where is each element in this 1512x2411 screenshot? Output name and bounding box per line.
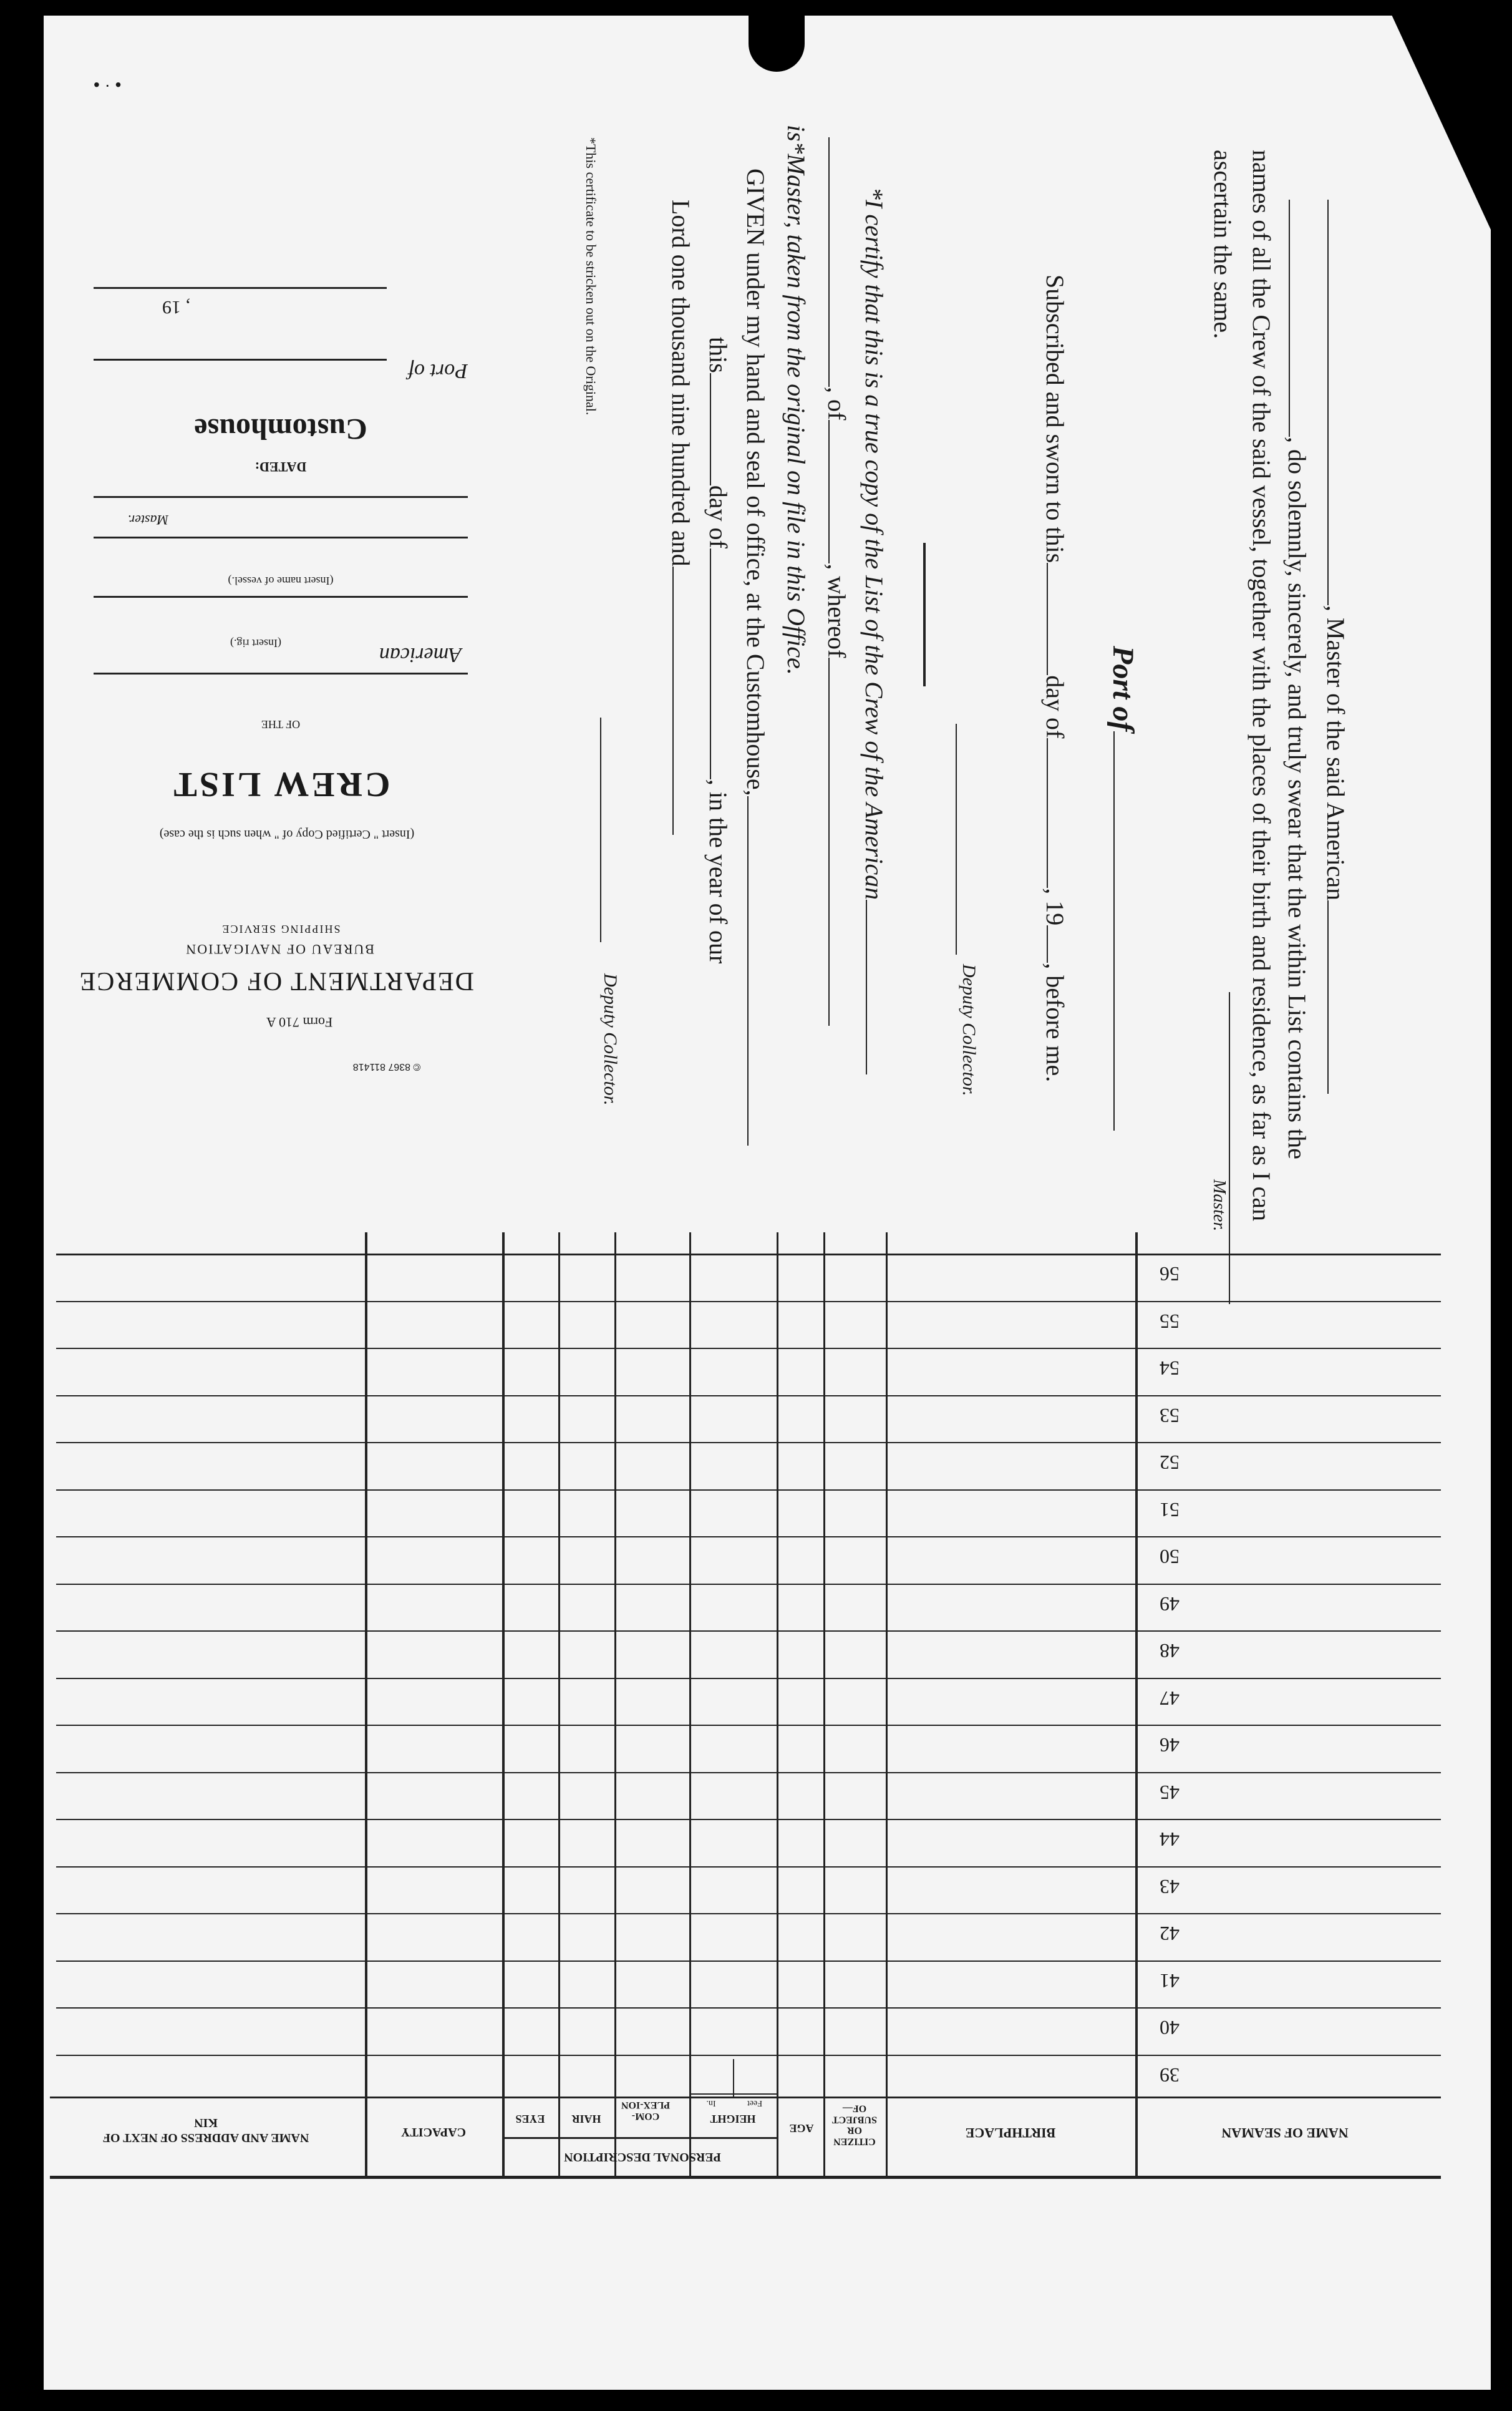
bureau-title: BUREAU OF NAVIGATION <box>185 942 374 957</box>
col-rule-height <box>689 1232 691 2176</box>
table-row <box>56 1725 1441 1726</box>
row-number: 43 <box>1160 1876 1180 1898</box>
master-label: Master. <box>127 512 168 528</box>
cert-footnote: *This certificate to be stricken out on the Original. <box>583 137 599 416</box>
header-feet: Feet <box>747 2098 763 2108</box>
table-row <box>56 1348 1441 1349</box>
row-number: 50 <box>1160 1546 1180 1568</box>
col-rule-age <box>777 1232 778 2176</box>
cert-line-5: Lord one thousand nine hundred and <box>666 200 699 835</box>
table-row <box>56 1866 1441 1868</box>
col-rule-complexion <box>614 1232 616 2176</box>
cert-line-1: *I certify that this is a true copy of the List of the Crew of the American <box>860 187 892 1074</box>
row-number: 49 <box>1160 1593 1180 1615</box>
header-age: AGE <box>789 2122 814 2135</box>
col-rule-eyes <box>502 1232 505 2176</box>
row-number: 44 <box>1160 1828 1180 1851</box>
stray-mark: • · • <box>94 75 122 94</box>
cert-line-whereof: , of, whereof <box>822 137 855 1026</box>
col-rule-capacity <box>365 1232 367 2176</box>
header-height: HEIGHT <box>710 2113 756 2125</box>
insert-vessel-note: (Insert name of vessel.) <box>228 575 334 587</box>
cert-line-3: GIVEN under my hand and seal of office, at the Customhouse, <box>741 168 773 1146</box>
header-personal-description: PERSONAL DESCRIPTION <box>564 2150 721 2164</box>
table-row <box>56 1678 1441 1679</box>
table-row <box>56 1819 1441 1820</box>
certified-copy-note: (Insert " Certified Copy of " when such is the case) <box>159 827 415 841</box>
form-number: Form 710 A <box>266 1015 333 1030</box>
of-the-label: OF THE <box>261 718 301 731</box>
customhouse-label: Customhouse <box>194 412 367 446</box>
col-rule-citizen <box>823 1232 825 2176</box>
table-top-rule <box>56 1254 1441 1255</box>
header-birthplace: BIRTHPLACE <box>965 2125 1056 2141</box>
port-of-line: Port of <box>1106 646 1145 1131</box>
print-code: © 8367 811418 <box>352 1061 421 1072</box>
year-19-label: , 19 <box>162 297 190 318</box>
col-rule-name <box>1135 1232 1138 2176</box>
table-row <box>56 1584 1441 1585</box>
oath-deputy-collector: Deputy Collector. <box>959 964 979 1096</box>
cert-line-4: thisday of, in the year of our <box>704 337 736 963</box>
row-number: 54 <box>1160 1357 1180 1380</box>
table-row <box>56 1772 1441 1773</box>
dated-label: DATED: <box>254 459 307 475</box>
department-title: DEPARTMENT OF COMMERCE <box>78 967 474 995</box>
col-rule-hair <box>558 1232 560 2176</box>
oath-line-2: , do solemnly, sincerely, and truly swear that the within List contains the <box>1282 200 1315 1159</box>
oath-line-4: ascertain the same. <box>1209 150 1237 339</box>
insert-rig-note: (Insert rig.) <box>230 637 281 650</box>
row-number: 46 <box>1160 1734 1180 1756</box>
header-eyes: EYES <box>515 2113 545 2125</box>
row-number: 53 <box>1160 1405 1180 1427</box>
header-name-of-seaman: NAME OF SEAMAN <box>1221 2125 1349 2141</box>
row-number: 39 <box>1160 2064 1180 2087</box>
row-number: 48 <box>1160 1640 1180 1662</box>
header-complexion: COM-PLEX-ION <box>621 2100 671 2122</box>
table-row <box>56 1536 1441 1537</box>
table-row <box>56 1395 1441 1396</box>
subscribed-line: Subscribed and sworn to thisday of, 19, before me. <box>1040 275 1073 1082</box>
row-number: 52 <box>1160 1451 1180 1474</box>
table-row <box>56 2007 1441 2009</box>
table-row <box>56 1913 1441 1914</box>
header-citizen: CITIZEN OR SUBJECT OF— <box>831 2103 878 2147</box>
row-number: 51 <box>1160 1499 1180 1521</box>
header-capacity: CAPACITY <box>400 2125 467 2139</box>
header-next-of-kin: NAME AND ADDRESS OF NEXT OF KIN <box>102 2116 309 2145</box>
port-of-label: Port of <box>408 359 468 382</box>
cert-deputy-collector: Deputy Collector. <box>600 973 621 1106</box>
table-row <box>56 1442 1441 1443</box>
american-label: American <box>379 643 462 666</box>
oath-line-1: , Master of the said American <box>1321 200 1354 1094</box>
row-number: 40 <box>1160 2017 1180 2039</box>
table-bottom-rule <box>50 2176 1441 2179</box>
row-number: 41 <box>1160 1970 1180 1992</box>
row-number: 45 <box>1160 1781 1180 1804</box>
row-number: 56 <box>1160 1263 1180 1285</box>
row-number: 42 <box>1160 1922 1180 1945</box>
service-title: SHIPPING SERVICE <box>221 923 341 935</box>
table-row <box>56 2055 1441 2056</box>
table-row <box>56 1301 1441 1302</box>
personal-desc-rule <box>502 2137 777 2139</box>
oath-master-sign: Master. <box>1209 1179 1229 1232</box>
row-number: 55 <box>1160 1310 1180 1333</box>
table-row <box>56 1489 1441 1491</box>
header-inches: In. <box>706 2098 716 2108</box>
oath-line-3: names of all the Crew of the said vessel, together with the places of their birth and residence, as far as I can <box>1248 150 1276 1222</box>
col-rule-feet-in <box>733 2059 734 2097</box>
table-row <box>56 1960 1441 1962</box>
table-row <box>56 1630 1441 1632</box>
row-number: 47 <box>1160 1687 1180 1710</box>
cert-line-2: is*Master, taken from the original on file in this Office. <box>782 125 810 675</box>
col-rule-birthplace <box>886 1232 888 2176</box>
height-sub-rule <box>689 2093 777 2095</box>
crew-list-title: CREW LIST <box>171 765 390 804</box>
header-hair: HAIR <box>571 2113 601 2125</box>
